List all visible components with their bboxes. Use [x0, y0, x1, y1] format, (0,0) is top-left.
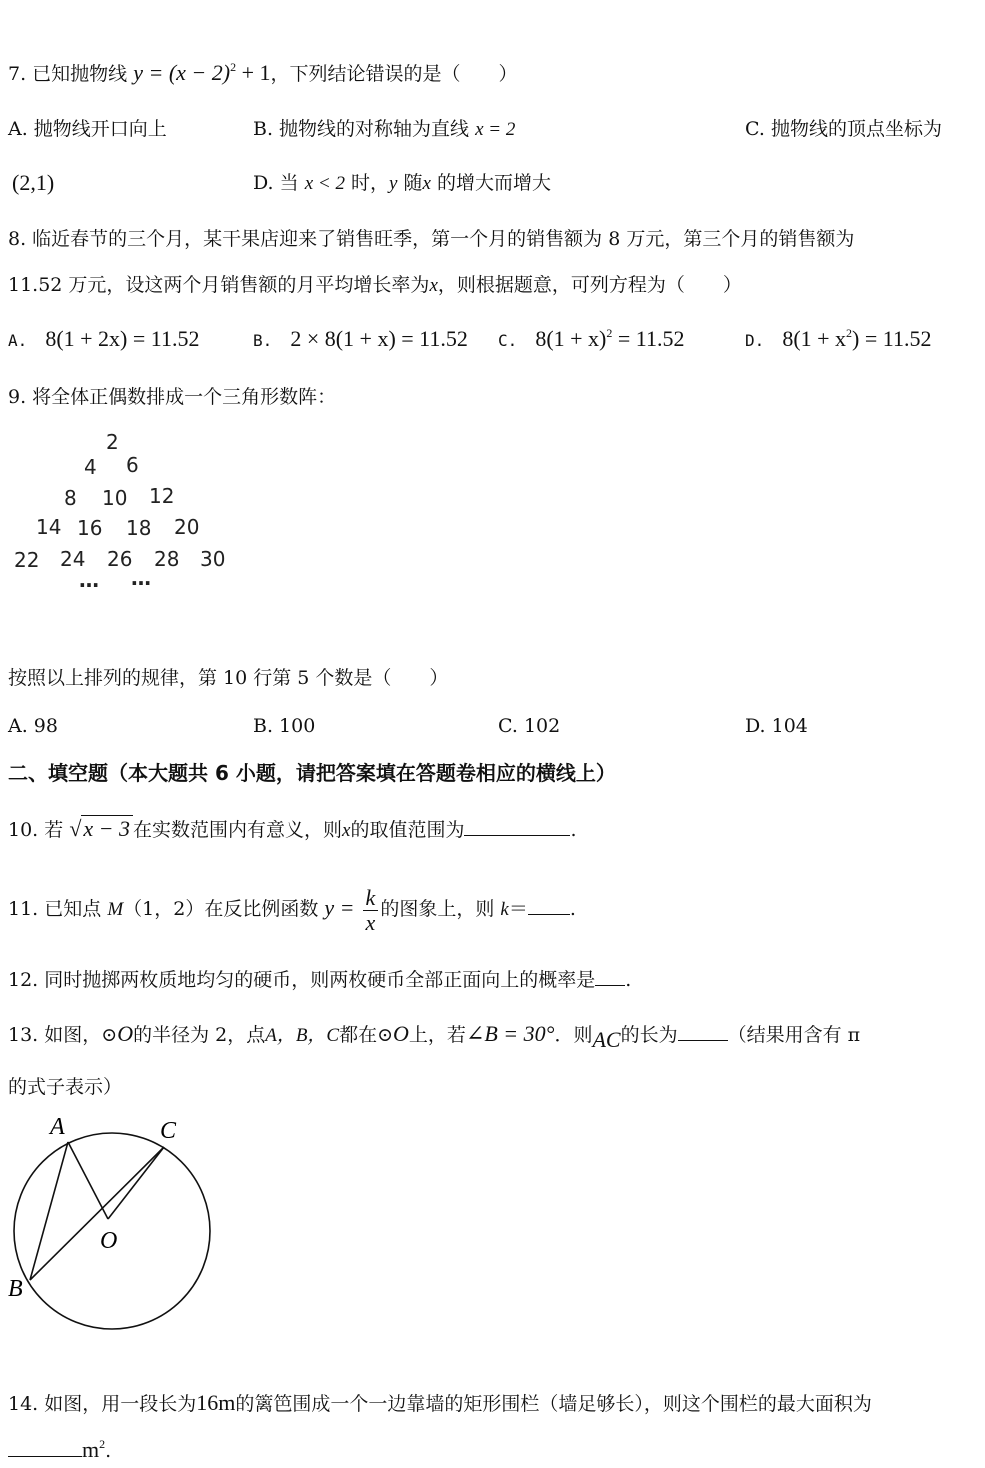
- q9-option-c: C. 102: [498, 715, 561, 737]
- label-a: A: [50, 1114, 65, 1140]
- q13-stem-line2: 的式子表示）: [8, 1076, 123, 1098]
- q8-stem-line1: 8. 临近春节的三个月，某干果店迎来了销售旺季，第一个月的销售额为 8 万元，第三个月的销售额为: [8, 228, 855, 250]
- q9-option-a: A. 98: [8, 715, 58, 737]
- ellipsis: …: [131, 566, 151, 590]
- segment-ab: [30, 1142, 68, 1280]
- q7-option-c: C. 抛物线的顶点坐标为: [745, 118, 942, 140]
- tri-number: 6: [126, 453, 139, 477]
- q7-option-a: A. 抛物线开口向上: [8, 118, 167, 140]
- answer-blank[interactable]: [678, 1020, 728, 1041]
- q11: 11. 已知点 M（1，2）在反比例函数 y = $\frac{k}{x}$ 的图象上，则 k＝ .: [8, 884, 576, 935]
- ellipsis: …: [79, 568, 99, 592]
- q12: 12. 同时抛掷两枚质地均匀的硬币，则两枚硬币全部正面向上的概率是 .: [8, 965, 631, 993]
- section-title: 二、填空题（本大题共 6 小题，请把答案填在答题卷相应的横线上）: [8, 761, 616, 785]
- tri-number: 22: [14, 548, 40, 572]
- label-o: O: [100, 1228, 118, 1254]
- q7-option-b: B. 抛物线的对称轴为直线 x = 2: [253, 118, 516, 140]
- q9-option-b: B. 100: [253, 715, 316, 737]
- tri-number: 14: [36, 515, 62, 539]
- sqrt-sign: √: [69, 816, 82, 841]
- q8-stem-line2: 11.52 万元，设这两个月销售额的月平均增长率为x，则根据题意，可列方程为（ ）: [8, 274, 742, 296]
- tri-number: 20: [174, 515, 200, 539]
- tri-number: 26: [107, 547, 133, 571]
- q14-answer-line: $m^2$.: [8, 1436, 111, 1466]
- tri-number: 12: [149, 484, 175, 508]
- q9-intro: 9. 将全体正偶数排成一个三角形数阵：: [8, 386, 337, 408]
- q7-stem: 7. 已知抛物线 $y = (x - 2)^2 + 1$，下列结论错误的是（ ）: [8, 60, 518, 85]
- fraction-k-over-x: $\frac{k}{x}$: [363, 886, 379, 935]
- label-b: B: [8, 1276, 23, 1302]
- q8-option-a: A. 8(1 + 2x) = 11.52: [8, 326, 200, 351]
- tri-number: 24: [60, 547, 86, 571]
- q9-question: 按照以上排列的规律，第 10 行第 5 个数是（ ）: [8, 667, 449, 689]
- segment-bc: [30, 1147, 164, 1280]
- tri-number: 30: [200, 547, 226, 571]
- tri-number: 8: [64, 486, 77, 510]
- q9-option-d: D. 104: [745, 715, 808, 737]
- answer-blank[interactable]: [464, 815, 570, 836]
- q13-stem: 13. 如图，⊙O的半径为 2，点A，B，C都在⊙O上，若∠B = 30°．则AC的长为 （结果用含有 π: [8, 1021, 861, 1052]
- answer-blank[interactable]: [8, 1436, 82, 1457]
- tri-number: 4: [84, 455, 97, 479]
- q8-option-b: B. 2 × 8(1 + x) = 11.52: [253, 326, 468, 351]
- q7-option-c-continued: (2,1): [12, 170, 55, 195]
- answer-blank[interactable]: [595, 965, 625, 986]
- q10: 10. 若 √x − 3 在实数范围内有意义，则x的取值范围为 .: [8, 816, 577, 841]
- label-c: C: [160, 1118, 177, 1144]
- tri-number: 10: [102, 486, 128, 510]
- q8-option-c: C. $8(1 + x)^2 = 11.52$: [498, 326, 685, 351]
- segment-oc: [108, 1147, 164, 1219]
- q7-option-d: D. 当 x < 2 时，y 随x 的增大而增大: [253, 172, 552, 194]
- tri-number: 2: [106, 430, 119, 454]
- q8-option-d: D. $8(1 + x^2) = 11.52$: [745, 326, 932, 351]
- circle-figure: [0, 1108, 230, 1368]
- tri-number: 28: [154, 547, 180, 571]
- q14-stem: 14. 如图，用一段长为16m的篱笆围成一个一边靠墙的矩形围栏（墙足够长），则这个围栏的最大面积为: [8, 1390, 872, 1415]
- answer-blank[interactable]: [528, 894, 570, 915]
- tri-number: 18: [126, 516, 152, 540]
- tri-number: 16: [77, 516, 103, 540]
